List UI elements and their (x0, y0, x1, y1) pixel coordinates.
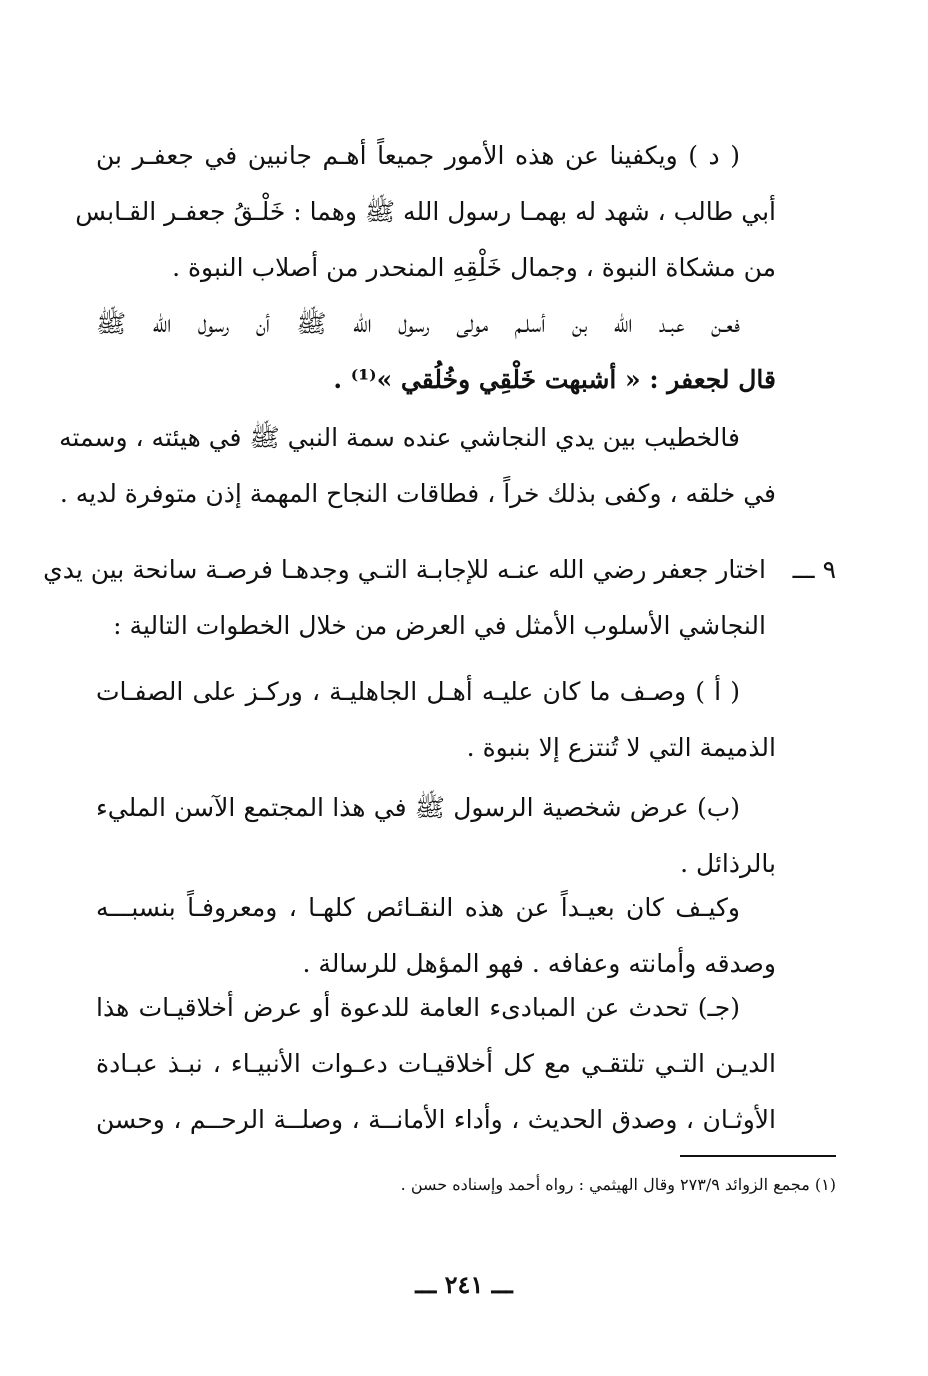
paragraph-c (96, 980, 776, 1148)
text-line: النجاشي الأسلوب الأمثل في العرض من خلال الخطوات التالية : (113, 611, 766, 640)
paragraph-a (96, 664, 776, 776)
text-line: (ب) عرض شخصية الرسول ﷺ في هذا المجتمع الآسن المليء (96, 793, 740, 822)
text-line: وكيـف كان بعيـداً عن هذه النقـائص كلهـا ، ومعروفـاً بنسبـــه (96, 893, 740, 922)
paragraph-item-9 (43, 542, 766, 654)
paragraph-d (75, 128, 776, 296)
text-line: ( د ) ويكفينا عن هذه الأمور جميعاً أهـم جانبين في جعفـر بن (96, 141, 740, 170)
paragraph-kayf (96, 880, 776, 992)
paragraph-hadith (96, 296, 776, 408)
text-line: قال لجعفر : « أشبهت خَلْقِي وخُلُقي »⁽¹⁾ . (333, 365, 776, 394)
text-line: اختار جعفر رضي الله عنـه للإجابـة التـي وجدهـا فرصـة سانحة بين يدي (43, 555, 766, 584)
page-number: ـــ ٢٤١ ـــ (415, 1270, 513, 1299)
text-line: الذميمة التي لا تُنتزع إلا بنبوة . (466, 733, 776, 762)
text-line: من مشكاة النبوة ، وجمال خَلْقِهِ المنحدر من أصلاب النبوة . (172, 253, 776, 282)
text-line: في خلقه ، وكفى بذلك خراً ، فطاقات النجاح المهمة إذن متوفرة لديه . (59, 479, 776, 508)
text-line: الأوثـان ، وصدق الحديث ، وأداء الأمانــة ، وصلــة الرحــم ، وحسن (96, 1105, 776, 1134)
text-line: بالرذائل . (680, 849, 776, 878)
text-line: أبي طالب ، شهد له بهمـا رسول الله ﷺ وهما : خَلْـقُ جعفـر القـابس (75, 197, 776, 226)
footnote-separator (680, 1155, 836, 1157)
text-line: ( أ ) وصـف ما كان عليـه أهـل الجاهليـة ، وركـز على الصفـات (96, 677, 740, 706)
text-line: فعـن عبـد الله بن أسلـم مولى رسول الله ﷺ أن رسول الله ﷺ (96, 309, 740, 338)
paragraph-khateeb (59, 410, 776, 522)
text-line: فالخطيب بين يدي النجاشي عنده سمة النبي ﷺ في هيئته ، وسمته (59, 423, 740, 452)
paragraph-b (96, 780, 776, 892)
item-number-9: ٩ ـــ (792, 555, 836, 584)
text-line: الديـن التـي تلتقـي مع كل أخلاقيـات دعـوات الأنبيـاء ، نبـذ عبـادة (96, 1049, 776, 1078)
text-line: وصدقه وأمانته وعفافه . فهو المؤهل للرسالة . (302, 949, 776, 978)
text-line: (جـ) تحدث عن المبادىء العامة للدعوة أو عرض أخلاقيـات هذا (96, 993, 740, 1022)
footnote-1: (١) مجمع الزوائد ٢٧٣/٩ وقال الهيثمي : رواه أحمد وإسناده حسن . (400, 1175, 836, 1194)
